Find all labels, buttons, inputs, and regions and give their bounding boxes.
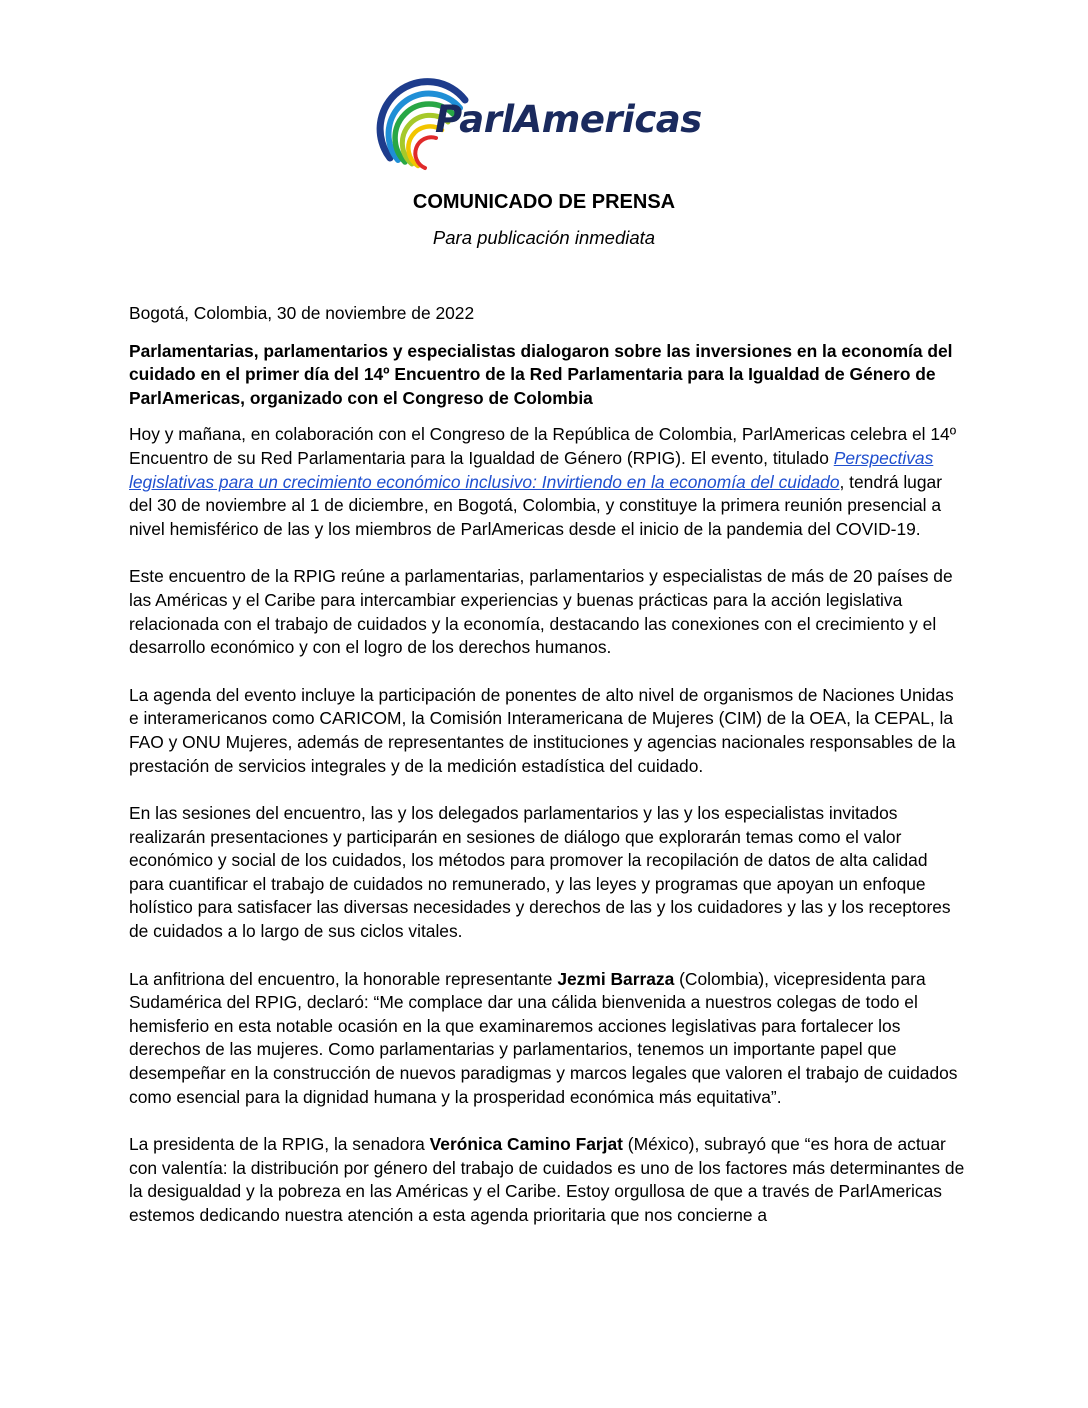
paragraph-2: Este encuentro de la RPIG reúne a parlamentarias, parlamentarios y especialistas de más de 20 países de las Américas y el Caribe para intercambiar experiencias y buenas prácticas para la acción legislativa relacionada con el trabajo de cuidados y la economía, destacando las conexiones con el crecimiento y el desarrollo económico y con el logro de los derechos humanos. [129, 566, 953, 658]
paragraph-1 [129, 423, 965, 541]
paragraph-6 [129, 1133, 965, 1227]
dateline: Bogotá, Colombia, 30 de noviembre de 2022 [129, 303, 475, 323]
article-body [129, 302, 965, 1252]
event-title-link[interactable]: Perspectivas legislativas para un crecimiento económico inclusivo: Invirtiendo en la economía del cuidado [129, 447, 934, 492]
parlamericas-logo [370, 78, 710, 173]
paragraph-6-rest: (México), subrayó que “es hora de actuar con valentía: la distribución por género del trabajo de cuidados es uno de los factores más determinantes de la desigualdad y la pobreza en las Américas y el Caribe. Estoy orgullosa de que a través de ParlAmericas estemos dedicando nuestra atención a esta agenda prioritaria que nos concierne a [129, 1134, 965, 1225]
paragraph-6-intro: La presidenta de la RPIG, la senadora [129, 1134, 430, 1155]
paragraph-1-rest: , tendrá lugar del 30 de noviembre al 1 de diciembre, en Bogotá, Colombia, y constituye la primera reunión presencial a nivel hemisférico de las y los miembros de ParlAmericas desde el inicio de la pandemia del COVID-19. [129, 471, 942, 539]
lead-paragraph: Parlamentarias, parlamentarios y especialistas dialogaron sobre las inversiones en la economía del cuidado en el primer día del 14º Encuentro de la Red Parlamentaria para la Igualdad de Género de ParlAmericas, organizado con el Congreso de Colombia [129, 340, 953, 408]
speaker-name-barraza: Jezmi Barraza [557, 968, 675, 989]
logo-wordmark: ParlAmericas [435, 98, 702, 141]
paragraph-3: La agenda del evento incluye la participación de ponentes de alto nivel de organismos de Naciones Unidas e interamericanos como CARICOM, la Comisión Interamericana de Mujeres (CIM) de la OEA, la CEPAL, la FAO y ONU Mujeres, además de representantes de instituciones y agencias nacionales responsables de la prestación de servicios integrales y de la medición estadística del cuidado. [129, 684, 956, 776]
paragraph-4: En las sesiones del encuentro, las y los delegados parlamentarios y las y los especialistas invitados realizarán presentaciones y participarán en sesiones de diálogo que explorarán temas como el valor económico y social de los cuidados, los métodos para promover la recopilación de datos de alta calidad para cuantificar el trabajo de cuidados no remunerado, y las leyes y programas que apoyan un enfoque holístico para satisfacer las diversas necesidades y derechos de las y los cuidadores y las y los receptores de cuidados a lo largo de sus ciclos vitales. [129, 803, 951, 942]
press-release-subtitle: Para publicación inmediata [432, 227, 656, 248]
press-release-title: COMUNICADO DE PRENSA [412, 191, 676, 213]
speaker-name-camino: Verónica Camino Farjat [429, 1134, 623, 1155]
paragraph-5-rest: (Colombia), vicepresidenta para Sudamérica del RPIG, declaró: “Me complace dar una cálida bienvenida a nuestros colegas de todo el hemisferio en esta notable ocasión en la que examinaremos acciones legislativas para fortalecer los derechos de las mujeres. Como parlamentarias y parlamentarios, tenemos un importante papel que desempeñar en la construcción de nuevos paradigmas y marcos legales que valoren el trabajo de cuidados como esencial para la dignidad humana y la prosperidad económica más equitativa”. [129, 968, 958, 1107]
paragraph-5 [129, 968, 965, 1110]
paragraph-1-intro: Hoy y mañana, en colaboración con el Congreso de la República de Colombia, ParlAmericas celebra el 14º Encuentro de su Red Parlamentaria para la Igualdad de Género (RPIG). El evento, titulado [129, 424, 957, 468]
paragraph-5-intro: La anfitriona del encuentro, la honorable representante [129, 968, 558, 989]
